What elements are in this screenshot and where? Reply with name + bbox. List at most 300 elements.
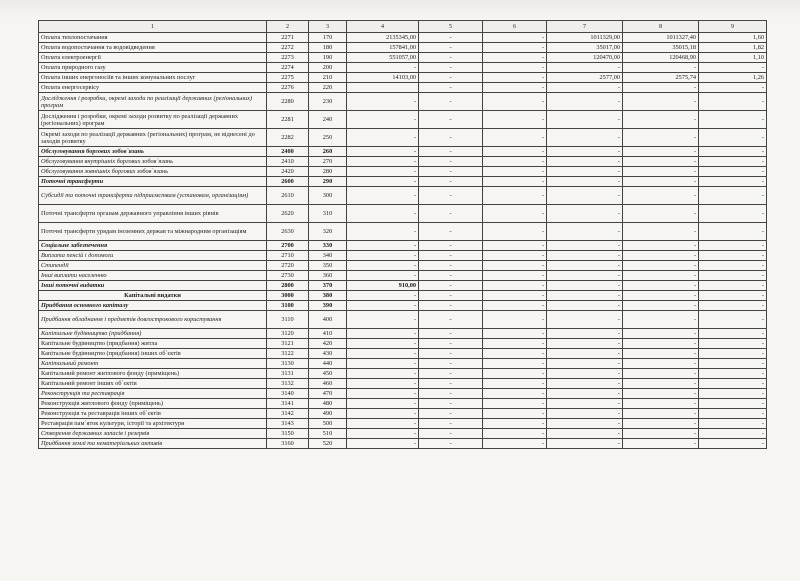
- col6-value: -: [483, 83, 547, 93]
- col5-value: -: [419, 301, 483, 311]
- col6-value: -: [483, 93, 547, 111]
- table-row: [39, 147, 767, 157]
- table-row: [39, 53, 767, 63]
- row-code: 2630: [267, 223, 309, 241]
- table-row: [39, 187, 767, 205]
- col7-value: 35017,00: [547, 43, 623, 53]
- row-name: Обслуговування боргових зобов`язань: [39, 147, 267, 157]
- col7-value: -: [547, 281, 623, 291]
- row-name: Дослідження і розробки, окремі заходи розвитку по реалізації державних (регіональних) програм: [39, 111, 267, 129]
- col8-value: -: [623, 439, 699, 449]
- col8-value: -: [623, 389, 699, 399]
- col8-value: -: [623, 329, 699, 339]
- col4-value: -: [347, 339, 419, 349]
- table-row: [39, 409, 767, 419]
- row-code: 3131: [267, 369, 309, 379]
- row-name: Створення державних запасів і резервів: [39, 429, 267, 439]
- expenditure-table: [38, 20, 767, 449]
- table-row: [39, 157, 767, 167]
- col6-value: -: [483, 379, 547, 389]
- col5-value: -: [419, 359, 483, 369]
- col8-value: -: [623, 205, 699, 223]
- col8-value: -: [623, 261, 699, 271]
- row-code: 2282: [267, 129, 309, 147]
- row-code: 3122: [267, 349, 309, 359]
- col7-value: -: [547, 157, 623, 167]
- col6-value: -: [483, 399, 547, 409]
- col4-value: -: [347, 379, 419, 389]
- row-code: 3141: [267, 399, 309, 409]
- col4-value: -: [347, 291, 419, 301]
- row-line: 260: [309, 147, 347, 157]
- col5-value: -: [419, 429, 483, 439]
- col9-value: -: [699, 359, 767, 369]
- col4-value: -: [347, 429, 419, 439]
- row-code: 2410: [267, 157, 309, 167]
- col5-value: -: [419, 167, 483, 177]
- table-row: [39, 167, 767, 177]
- row-code: 3142: [267, 409, 309, 419]
- col8-value: -: [623, 177, 699, 187]
- col9-value: 1,60: [699, 33, 767, 43]
- col7-value: -: [547, 389, 623, 399]
- col4-value: -: [347, 349, 419, 359]
- row-line: 430: [309, 349, 347, 359]
- table-row: [39, 63, 767, 73]
- col7-value: -: [547, 63, 623, 73]
- col9-value: -: [699, 291, 767, 301]
- col9-value: -: [699, 329, 767, 339]
- col-header: 3: [309, 21, 347, 33]
- col5-value: -: [419, 241, 483, 251]
- col6-value: -: [483, 223, 547, 241]
- table-row: [39, 73, 767, 83]
- col9-value: 1,82: [699, 43, 767, 53]
- row-name: Придбання основного капіталу: [39, 301, 267, 311]
- col9-value: 1,10: [699, 53, 767, 63]
- col7-value: -: [547, 291, 623, 301]
- row-code: 2400: [267, 147, 309, 157]
- table-row: [39, 83, 767, 93]
- col9-value: -: [699, 281, 767, 291]
- col9-value: -: [699, 339, 767, 349]
- col7-value: -: [547, 379, 623, 389]
- col4-value: -: [347, 271, 419, 281]
- col9-value: -: [699, 83, 767, 93]
- col6-value: -: [483, 409, 547, 419]
- col6-value: -: [483, 349, 547, 359]
- row-name: Оплата енергосервісу: [39, 83, 267, 93]
- col5-value: -: [419, 43, 483, 53]
- row-line: 180: [309, 43, 347, 53]
- col9-value: -: [699, 129, 767, 147]
- col6-value: -: [483, 261, 547, 271]
- row-code: 3130: [267, 359, 309, 369]
- col4-value: -: [347, 241, 419, 251]
- col6-value: -: [483, 157, 547, 167]
- col6-value: -: [483, 73, 547, 83]
- table-row: [39, 261, 767, 271]
- col9-value: -: [699, 419, 767, 429]
- row-name: Реставрація пам`яток культури, історії та архітектури: [39, 419, 267, 429]
- col7-value: -: [547, 311, 623, 329]
- row-code: 2276: [267, 83, 309, 93]
- table-row: [39, 369, 767, 379]
- col8-value: -: [623, 399, 699, 409]
- col9-value: -: [699, 301, 767, 311]
- col7-value: -: [547, 339, 623, 349]
- col5-value: -: [419, 187, 483, 205]
- row-line: 340: [309, 251, 347, 261]
- row-line: 350: [309, 261, 347, 271]
- col4-value: -: [347, 187, 419, 205]
- table-row: [39, 339, 767, 349]
- table-row: [39, 251, 767, 261]
- col8-value: -: [623, 241, 699, 251]
- col9-value: -: [699, 167, 767, 177]
- col5-value: -: [419, 157, 483, 167]
- table-row: [39, 419, 767, 429]
- col9-value: -: [699, 399, 767, 409]
- col9-value: -: [699, 223, 767, 241]
- col5-value: -: [419, 261, 483, 271]
- row-name: Інші виплати населенню: [39, 271, 267, 281]
- col9-value: -: [699, 241, 767, 251]
- col8-value: -: [623, 379, 699, 389]
- col-header: 7: [547, 21, 623, 33]
- col4-value: -: [347, 167, 419, 177]
- table-row: [39, 43, 767, 53]
- row-code: 2271: [267, 33, 309, 43]
- row-name: Обслуговування зовнішніх боргових зобов`язань: [39, 167, 267, 177]
- col-header: 1: [39, 21, 267, 33]
- col6-value: -: [483, 129, 547, 147]
- row-code: 2610: [267, 187, 309, 205]
- col8-value: -: [623, 369, 699, 379]
- col8-value: -: [623, 93, 699, 111]
- row-code: 2620: [267, 205, 309, 223]
- col4-value: -: [347, 359, 419, 369]
- table-row: [39, 379, 767, 389]
- col4-value: -: [347, 311, 419, 329]
- row-name: Окремі заходи по реалізації державних (регіональних) програм, не віднесені до заходів розвитку: [39, 129, 267, 147]
- col8-value: 120468,90: [623, 53, 699, 63]
- col4-value: -: [347, 439, 419, 449]
- table-row: [39, 291, 767, 301]
- col8-value: -: [623, 349, 699, 359]
- row-code: 2800: [267, 281, 309, 291]
- col9-value: -: [699, 157, 767, 167]
- row-code: 3160: [267, 439, 309, 449]
- col6-value: -: [483, 429, 547, 439]
- row-line: 310: [309, 205, 347, 223]
- table-row: [39, 359, 767, 369]
- row-code: 2275: [267, 73, 309, 83]
- table-row: [39, 311, 767, 329]
- col5-value: -: [419, 271, 483, 281]
- row-line: 280: [309, 167, 347, 177]
- col4-value: -: [347, 261, 419, 271]
- col5-value: -: [419, 419, 483, 429]
- col5-value: -: [419, 439, 483, 449]
- row-name: Інші поточні видатки: [39, 281, 267, 291]
- row-name: Оплата електроенергії: [39, 53, 267, 63]
- col6-value: -: [483, 43, 547, 53]
- col8-value: -: [623, 111, 699, 129]
- row-line: 300: [309, 187, 347, 205]
- row-line: 450: [309, 369, 347, 379]
- col9-value: -: [699, 251, 767, 261]
- col8-value: -: [623, 339, 699, 349]
- col5-value: -: [419, 111, 483, 129]
- col4-value: -: [347, 205, 419, 223]
- row-name: Виплата пенсій і допомоги: [39, 251, 267, 261]
- row-name: Оплата теплопостачання: [39, 33, 267, 43]
- col9-value: -: [699, 63, 767, 73]
- col7-value: -: [547, 223, 623, 241]
- col4-value: 2135345,00: [347, 33, 419, 43]
- col4-value: -: [347, 223, 419, 241]
- col7-value: -: [547, 399, 623, 409]
- table-row: [39, 271, 767, 281]
- col7-value: 120470,00: [547, 53, 623, 63]
- col4-value: -: [347, 389, 419, 399]
- row-line: 440: [309, 359, 347, 369]
- col5-value: -: [419, 251, 483, 261]
- col9-value: -: [699, 111, 767, 129]
- col5-value: -: [419, 53, 483, 63]
- table-row: [39, 439, 767, 449]
- table-row: [39, 429, 767, 439]
- col4-value: -: [347, 399, 419, 409]
- row-line: 240: [309, 111, 347, 129]
- row-name: Капітальні видатки: [39, 291, 267, 301]
- col9-value: -: [699, 379, 767, 389]
- col4-value: -: [347, 329, 419, 339]
- table-row: [39, 223, 767, 241]
- col-header: 8: [623, 21, 699, 33]
- col4-value: -: [347, 419, 419, 429]
- col4-value: 910,00: [347, 281, 419, 291]
- row-line: 520: [309, 439, 347, 449]
- col5-value: -: [419, 281, 483, 291]
- row-line: 190: [309, 53, 347, 63]
- col4-value: -: [347, 129, 419, 147]
- col7-value: -: [547, 129, 623, 147]
- col4-value: -: [347, 147, 419, 157]
- col7-value: -: [547, 329, 623, 339]
- row-name: Реконструкція житлового фонду (приміщень): [39, 399, 267, 409]
- col8-value: -: [623, 129, 699, 147]
- row-name: Капітальне будівництво (придбання) інших об`єктів: [39, 349, 267, 359]
- col6-value: -: [483, 63, 547, 73]
- col7-value: -: [547, 359, 623, 369]
- row-name: Капітальний ремонт інших об`єктів: [39, 379, 267, 389]
- col8-value: -: [623, 167, 699, 177]
- col6-value: -: [483, 177, 547, 187]
- col5-value: -: [419, 379, 483, 389]
- col6-value: -: [483, 329, 547, 339]
- col5-value: -: [419, 205, 483, 223]
- col5-value: -: [419, 369, 483, 379]
- col8-value: -: [623, 271, 699, 281]
- row-code: 2710: [267, 251, 309, 261]
- col7-value: -: [547, 111, 623, 129]
- col6-value: -: [483, 167, 547, 177]
- col8-value: 1011327,40: [623, 33, 699, 43]
- col6-value: -: [483, 419, 547, 429]
- row-code: 2700: [267, 241, 309, 251]
- col6-value: -: [483, 359, 547, 369]
- col8-value: -: [623, 83, 699, 93]
- table-row: [39, 301, 767, 311]
- col4-value: [347, 83, 419, 93]
- col7-value: -: [547, 301, 623, 311]
- col7-value: -: [547, 439, 623, 449]
- row-code: 3140: [267, 389, 309, 399]
- table-row: [39, 129, 767, 147]
- row-code: 2420: [267, 167, 309, 177]
- col5-value: -: [419, 399, 483, 409]
- row-name: Субсидії та поточні трансферти підприємствам (установам, організаціям): [39, 187, 267, 205]
- col7-value: -: [547, 349, 623, 359]
- col-header: 5: [419, 21, 483, 33]
- col-header: 2: [267, 21, 309, 33]
- col8-value: 35015,18: [623, 43, 699, 53]
- row-name: Капітальне будівництво (придбання): [39, 329, 267, 339]
- row-code: 3120: [267, 329, 309, 339]
- row-code: 2280: [267, 93, 309, 111]
- col5-value: -: [419, 223, 483, 241]
- row-line: 420: [309, 339, 347, 349]
- table-row: [39, 177, 767, 187]
- col6-value: -: [483, 241, 547, 251]
- table-row: [39, 241, 767, 251]
- col5-value: -: [419, 129, 483, 147]
- col5-value: -: [419, 339, 483, 349]
- table-row: [39, 399, 767, 409]
- col8-value: -: [623, 251, 699, 261]
- col6-value: -: [483, 369, 547, 379]
- row-name: Придбання обладнання і предметів довгострокового користування: [39, 311, 267, 329]
- col9-value: -: [699, 369, 767, 379]
- col9-value: -: [699, 349, 767, 359]
- col6-value: -: [483, 311, 547, 329]
- col8-value: -: [623, 419, 699, 429]
- col-header: 9: [699, 21, 767, 33]
- page-top-edge: [0, 0, 800, 20]
- col8-value: -: [623, 147, 699, 157]
- row-name: Стипендії: [39, 261, 267, 271]
- col4-value: -: [347, 63, 419, 73]
- col8-value: -: [623, 281, 699, 291]
- col8-value: -: [623, 157, 699, 167]
- col7-value: -: [547, 409, 623, 419]
- table-row: [39, 329, 767, 339]
- col8-value: -: [623, 301, 699, 311]
- row-name: Реконструкція та реставрація: [39, 389, 267, 399]
- table-row: [39, 93, 767, 111]
- col8-value: -: [623, 429, 699, 439]
- col5-value: -: [419, 389, 483, 399]
- col6-value: -: [483, 205, 547, 223]
- col5-value: -: [419, 349, 483, 359]
- col8-value: -: [623, 311, 699, 329]
- row-code: 2730: [267, 271, 309, 281]
- col8-value: -: [623, 409, 699, 419]
- col5-value: -: [419, 63, 483, 73]
- col5-value: -: [419, 311, 483, 329]
- col7-value: -: [547, 261, 623, 271]
- row-line: 250: [309, 129, 347, 147]
- row-code: 3000: [267, 291, 309, 301]
- row-code: 2272: [267, 43, 309, 53]
- row-line: 410: [309, 329, 347, 339]
- col7-value: -: [547, 241, 623, 251]
- row-name: Оплата природного газу: [39, 63, 267, 73]
- col8-value: -: [623, 187, 699, 205]
- col9-value: -: [699, 177, 767, 187]
- col9-value: -: [699, 205, 767, 223]
- row-line: 290: [309, 177, 347, 187]
- row-code: 2281: [267, 111, 309, 129]
- row-name: Оплата водопостачання та водовідведення: [39, 43, 267, 53]
- row-name: Соціальне забезпечення: [39, 241, 267, 251]
- row-line: 230: [309, 93, 347, 111]
- col4-value: -: [347, 409, 419, 419]
- row-name: Поточні трансферти: [39, 177, 267, 187]
- col9-value: -: [699, 311, 767, 329]
- col7-value: -: [547, 369, 623, 379]
- col9-value: -: [699, 187, 767, 205]
- col4-value: -: [347, 369, 419, 379]
- row-line: 510: [309, 429, 347, 439]
- row-name: Реконструкція та реставрація інших об`єктів: [39, 409, 267, 419]
- col-header: 6: [483, 21, 547, 33]
- col6-value: -: [483, 301, 547, 311]
- col4-value: -: [347, 251, 419, 261]
- row-line: 210: [309, 73, 347, 83]
- col4-value: -: [347, 93, 419, 111]
- row-line: 390: [309, 301, 347, 311]
- row-line: 170: [309, 33, 347, 43]
- col6-value: -: [483, 281, 547, 291]
- col7-value: -: [547, 187, 623, 205]
- row-code: 2720: [267, 261, 309, 271]
- row-line: 360: [309, 271, 347, 281]
- col8-value: 2575,74: [623, 73, 699, 83]
- row-line: 330: [309, 241, 347, 251]
- col9-value: -: [699, 93, 767, 111]
- row-line: 270: [309, 157, 347, 167]
- row-code: 3110: [267, 311, 309, 329]
- col5-value: -: [419, 33, 483, 43]
- col7-value: -: [547, 177, 623, 187]
- row-name: Придбання землі та нематеріальних активів: [39, 439, 267, 449]
- row-line: 200: [309, 63, 347, 73]
- col5-value: -: [419, 291, 483, 301]
- col6-value: -: [483, 147, 547, 157]
- col5-value: -: [419, 177, 483, 187]
- col5-value: -: [419, 329, 483, 339]
- col7-value: -: [547, 271, 623, 281]
- col4-value: 14103,00: [347, 73, 419, 83]
- col9-value: 1,26: [699, 73, 767, 83]
- row-line: 370: [309, 281, 347, 291]
- col5-value: -: [419, 147, 483, 157]
- col7-value: -: [547, 147, 623, 157]
- col4-value: -: [347, 111, 419, 129]
